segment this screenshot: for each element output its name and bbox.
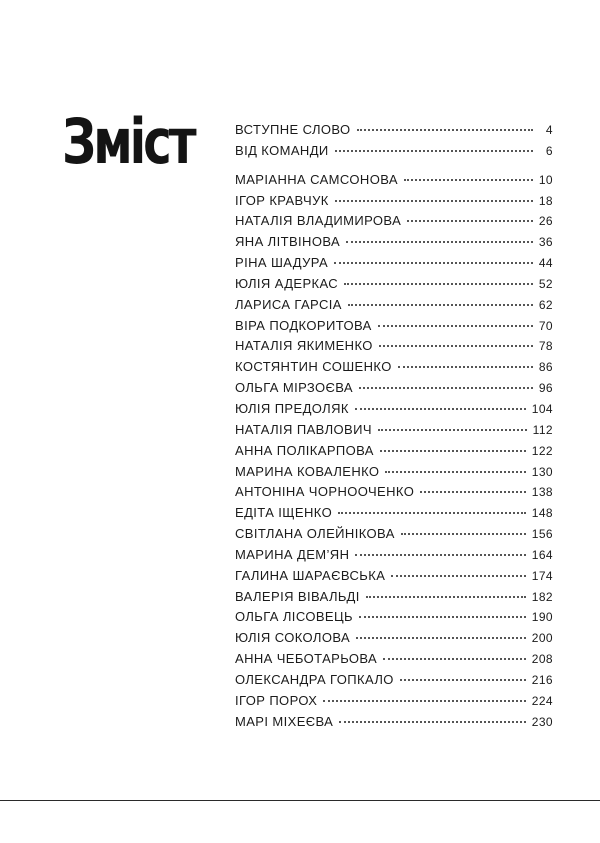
toc-entry-name: ВАЛЕРІЯ ВІВАЛЬДІ [235,588,360,604]
toc-entry-page-number: 182 [531,589,553,604]
toc-entry-name: МАРИНА ДЕМ’ЯН [235,546,350,562]
dot-leader [366,596,526,598]
toc-entry-page-number: 18 [538,193,553,208]
toc-entry[interactable] [235,526,553,547]
toc-entry[interactable] [235,213,553,234]
toc-entry[interactable] [235,193,553,214]
toc-entry[interactable] [235,693,553,714]
dot-leader [348,304,533,306]
toc-entry[interactable] [235,359,553,380]
toc-entry-page-number: 190 [531,610,553,625]
toc-entry-page-number: 148 [531,506,553,521]
toc-entry[interactable] [235,338,553,359]
dot-leader [359,387,533,389]
dot-leader [378,429,527,431]
toc-entry-page-number: 44 [538,256,553,271]
toc-entry-page-number: 78 [538,339,553,354]
dot-leader [335,200,533,202]
dot-leader [356,637,526,639]
toc-entry-name: ОЛЕКСАНДРА ГОПКАЛО [235,671,394,687]
toc-entry-name: АННА ЧЕБОТАРЬОВА [235,651,378,667]
toc-entry-page-number: 86 [538,360,553,375]
toc-entry-name: МАРІАННА САМСОНОВА [235,171,398,187]
toc-entry-name: ОЛЬГА ЛІСОВЕЦЬ [235,609,353,625]
dot-leader [355,408,526,410]
toc-entry-page-number: 52 [538,276,553,291]
toc-entry[interactable] [235,401,553,422]
dot-leader [359,616,526,618]
dot-leader [379,345,533,347]
toc-entry-name: ЛАРИСА ГАРСІА [235,296,342,312]
toc-entry[interactable] [235,443,553,464]
toc-entry-name: МАРІ МІХЕЄВА [235,713,334,729]
bottom-divider [0,800,600,801]
toc-entry-page-number: 208 [531,652,553,667]
toc-entry-name: ВСТУПНЕ СЛОВО [235,122,351,137]
toc-entry[interactable] [235,630,553,651]
toc-entry-name: ЯНА ЛІТВІНОВА [235,234,341,250]
toc-entry-name: ІГОР ПОРОХ [235,692,318,708]
toc-entry-name: НАТАЛІЯ ЯКИМЕНКО [235,338,373,354]
dot-leader [346,241,533,243]
toc-entry[interactable] [235,234,553,255]
dot-leader [335,150,533,152]
toc-entry-page-number: 26 [538,214,553,229]
dot-leader [407,220,533,222]
toc-entry[interactable] [235,255,553,276]
toc-entry[interactable] [235,122,553,143]
toc-entry-page-number: 122 [531,443,553,458]
toc-entry-page-number: 104 [531,401,553,416]
toc-entry-name: ЕДІТА ІЩЕНКО [235,505,333,521]
dot-leader [344,283,533,285]
toc-entry[interactable] [235,505,553,526]
toc-entry-page-number: 6 [545,143,553,158]
dot-leader [383,658,526,660]
dot-leader [339,721,526,723]
toc-entry-page-number: 164 [531,547,553,562]
dot-leader [357,129,533,131]
toc-entry-page-number: 174 [531,568,553,583]
toc-entry-page-number: 4 [545,123,553,137]
toc-entry[interactable] [235,276,553,297]
toc-entry-name: ЮЛІЯ СОКОЛОВА [235,630,351,646]
toc-entry[interactable] [235,422,553,443]
dot-leader [400,679,526,681]
table-of-contents [235,122,553,734]
dot-leader [391,575,525,577]
toc-entry[interactable] [235,464,553,485]
dot-leader [385,471,525,473]
toc-entry-name: ГАЛИНА ШАРАЄВСЬКА [235,567,386,583]
toc-entry[interactable] [235,651,553,672]
toc-entry-name: АННА ПОЛІКАРПОВА [235,442,374,458]
toc-entry[interactable] [235,297,553,318]
toc-entry-name: ОЛЬГА МІРЗОЄВА [235,380,353,396]
toc-entry-name: МАРИНА КОВАЛЕНКО [235,463,380,479]
toc-entry-page-number: 10 [538,172,553,187]
toc-entry-name: КОСТЯНТИН СОШЕНКО [235,359,392,375]
toc-entry[interactable] [235,589,553,610]
toc-entry[interactable] [235,568,553,589]
toc-entry-page-number: 138 [531,485,553,500]
toc-entry-page-number: 112 [532,422,553,437]
toc-entry[interactable] [235,484,553,505]
toc-entry-name: ВІРА ПОДКОРИТОВА [235,317,372,333]
toc-entry[interactable] [235,380,553,401]
toc-entry[interactable] [235,672,553,693]
toc-entry-page-number: 96 [538,381,553,396]
toc-entry[interactable] [235,143,553,164]
toc-entry-page-number: 200 [531,631,553,646]
dot-leader [338,512,526,514]
toc-entry[interactable] [235,714,553,735]
toc-entry-page-number: 70 [538,318,553,333]
dot-leader [404,179,533,181]
toc-entry-name: НАТАЛІЯ ВЛАДИМИРОВА [235,213,402,229]
toc-entry-name: ІГОР КРАВЧУК [235,192,329,208]
toc-entry-page-number: 36 [538,235,553,250]
toc-entry-page-number: 216 [531,672,553,687]
toc-entry-page-number: 130 [531,464,553,479]
toc-entry-name: ЮЛІЯ АДЕРКАС [235,275,339,291]
toc-entry[interactable] [235,609,553,630]
toc-entry[interactable] [235,547,553,568]
page-title: Зміст [62,105,194,178]
toc-entry-page-number: 224 [531,693,553,708]
toc-entry-page-number: 62 [538,297,553,312]
toc-entry-name: РІНА ШАДУРА [235,255,329,271]
dot-leader [420,491,526,493]
dot-leader [378,325,533,327]
dot-leader [323,700,525,702]
toc-entry[interactable] [235,172,553,193]
toc-entry-name: СВІТЛАНА ОЛЕЙНІКОВА [235,526,395,542]
toc-entry-page-number: 230 [531,714,553,729]
toc-entry-name: НАТАЛІЯ ПАВЛОВИЧ [235,421,372,437]
dot-leader [334,262,533,264]
toc-entry-name: ЮЛІЯ ПРЕДОЛЯК [235,400,349,416]
toc-entry[interactable] [235,318,553,339]
dot-leader [380,450,526,452]
toc-entry-page-number: 156 [531,527,553,542]
dot-leader [401,533,526,535]
dot-leader [398,366,533,368]
toc-entry-name: ВІД КОМАНДИ [235,142,329,158]
toc-entry-name: АНТОНІНА ЧОРНООЧЕНКО [235,484,415,500]
dot-leader [355,554,525,556]
